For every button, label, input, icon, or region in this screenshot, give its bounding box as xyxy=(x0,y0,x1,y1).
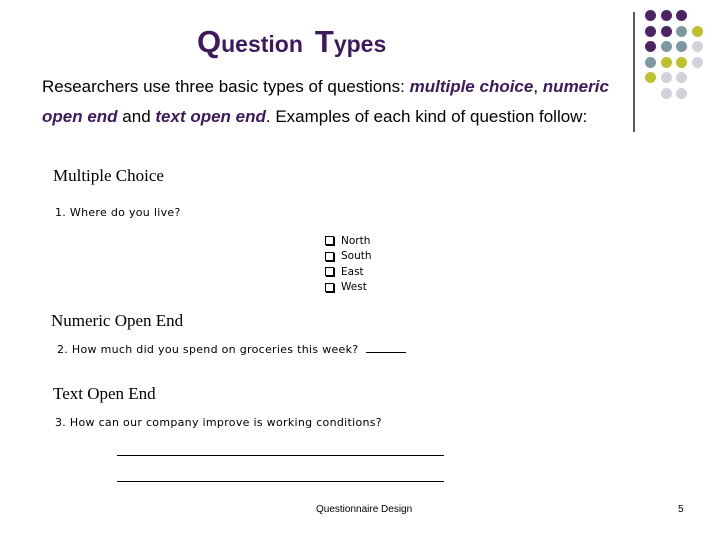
question-1-text: 1. Where do you live? xyxy=(55,206,181,219)
option-label: West xyxy=(341,281,367,294)
option-label: East xyxy=(341,265,364,278)
option-west[interactable] xyxy=(325,280,372,296)
title-word-rest-1: uestion xyxy=(221,31,303,57)
title-initial-q: Q xyxy=(197,24,222,59)
checkbox-icon[interactable] xyxy=(325,267,334,276)
numeric-open-end-heading: Numeric Open End xyxy=(51,311,184,330)
footer-title: Questionnaire Design xyxy=(316,504,413,515)
decorative-dot xyxy=(692,57,703,68)
decorative-dot xyxy=(645,10,656,21)
question-2-row xyxy=(57,343,406,356)
decorative-dot xyxy=(676,41,687,52)
text-answer-line-1[interactable] xyxy=(117,455,444,456)
term-multiple-choice: multiple choice xyxy=(409,77,534,96)
decorative-dot xyxy=(645,57,656,68)
decorative-dot xyxy=(661,57,672,68)
option-label: South xyxy=(341,250,372,263)
intro-paragraph xyxy=(42,72,622,132)
decorative-dot xyxy=(645,41,656,52)
option-label: North xyxy=(341,234,371,247)
title-word-rest-2: ypes xyxy=(333,31,387,57)
decorative-dot-grid xyxy=(645,10,725,120)
numeric-answer-blank[interactable] xyxy=(366,352,406,353)
decorative-dot xyxy=(661,88,672,99)
decorative-dot xyxy=(645,26,656,37)
decorative-dot xyxy=(676,88,687,99)
title-initial-t: T xyxy=(314,24,334,59)
decorative-dot xyxy=(692,26,703,37)
text-answer-line-2[interactable] xyxy=(117,481,444,482)
decorative-dot xyxy=(661,10,672,21)
term-text-open-end: text open end xyxy=(155,107,266,126)
intro-sep-2: and xyxy=(117,107,156,126)
decorative-dot xyxy=(692,41,703,52)
question-3-text: 3. How can our company improve is working conditions? xyxy=(55,416,382,429)
multiple-choice-options xyxy=(325,233,372,295)
multiple-choice-heading: Multiple Choice xyxy=(53,166,164,185)
option-east[interactable] xyxy=(325,264,372,280)
term-numeric-open-end: numeric open end xyxy=(42,77,609,126)
intro-text-1: Researchers use three basic types of questions: xyxy=(42,77,410,96)
decorative-dot xyxy=(676,72,687,83)
decorative-dot xyxy=(676,10,687,21)
decorative-divider-line xyxy=(633,12,635,132)
decorative-dot xyxy=(645,72,656,83)
intro-text-2: . Examples of each kind of question follow: xyxy=(265,107,588,126)
checkbox-icon[interactable] xyxy=(325,236,334,245)
checkbox-icon[interactable] xyxy=(325,283,334,292)
question-2-text: 2. How much did you spend on groceries this week? xyxy=(57,343,359,356)
option-south[interactable] xyxy=(325,249,372,265)
decorative-dot xyxy=(676,57,687,68)
decorative-dot xyxy=(676,26,687,37)
option-north[interactable] xyxy=(325,233,372,249)
page-number: 5 xyxy=(678,504,684,515)
decorative-dot xyxy=(661,26,672,37)
text-open-end-heading: Text Open End xyxy=(53,384,156,403)
checkbox-icon[interactable] xyxy=(325,252,334,261)
intro-sep-1: , xyxy=(533,77,543,96)
decorative-dot xyxy=(661,41,672,52)
slide-title xyxy=(197,24,386,60)
decorative-dot xyxy=(661,72,672,83)
